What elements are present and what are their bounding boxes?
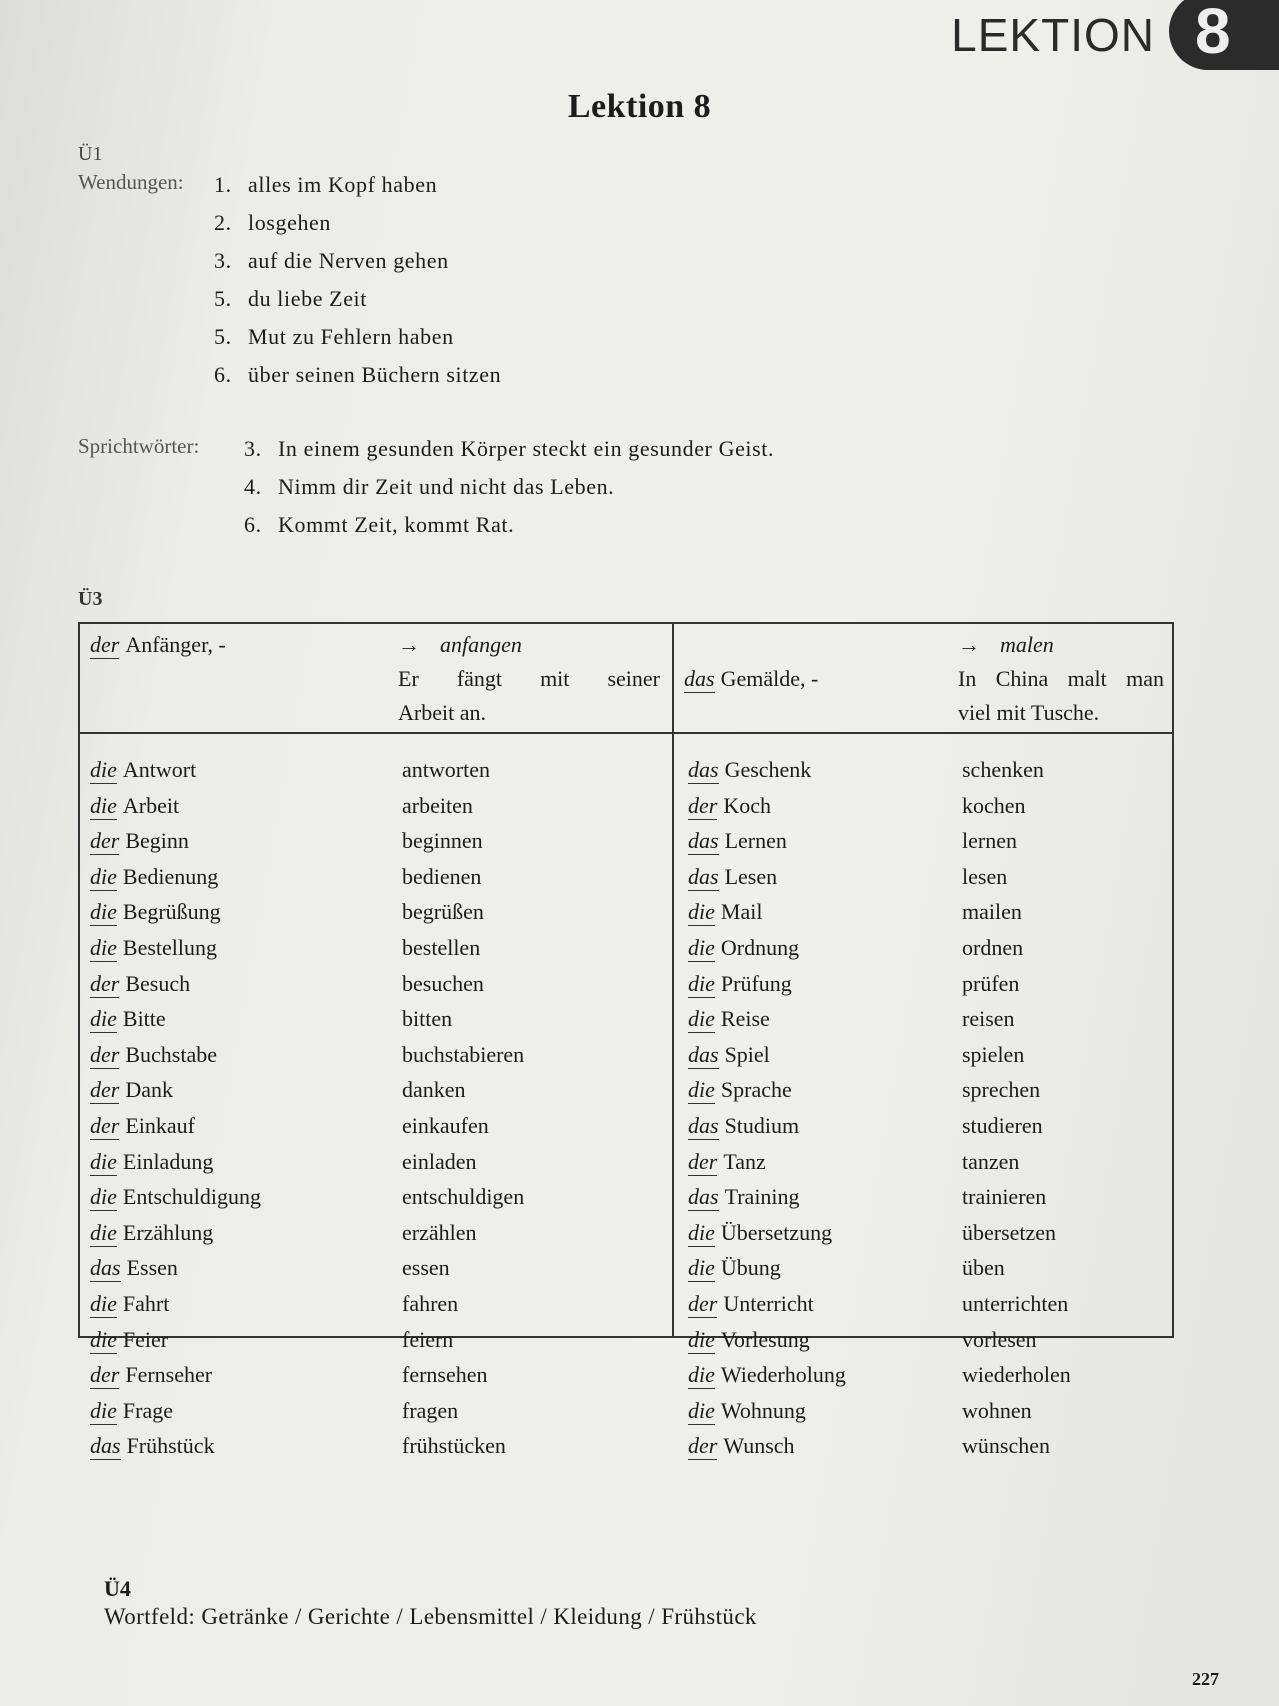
article: die [688, 1362, 715, 1388]
verb-entry: vorlesen [962, 1326, 1037, 1352]
sprichwoerter-item-text: In einem gesunden Körper steckt ein gesunder Geist. [278, 436, 775, 461]
wendungen-item-number: 2. [214, 210, 232, 235]
article: die [688, 1397, 715, 1423]
noun-entry [90, 1250, 261, 1286]
right-verb-column [962, 752, 1071, 1464]
section-label-u3: Ü3 [78, 588, 103, 610]
noun: Training [724, 1184, 800, 1210]
noun: Buchstabe [125, 1041, 217, 1067]
article: die [90, 1184, 117, 1210]
article: die [688, 1077, 715, 1103]
article: die [688, 934, 715, 960]
sprichwoerter-list [244, 430, 774, 544]
noun-entry [90, 1072, 261, 1108]
verb-entry: entschuldigen [402, 1184, 525, 1210]
wendungen-item-text: über seinen Büchern sitzen [248, 362, 502, 387]
noun: Tanz [723, 1148, 766, 1174]
verb-entry: mailen [962, 899, 1022, 925]
noun: Frage [122, 1397, 173, 1423]
word-family-table [78, 622, 1174, 1459]
noun-entry [90, 1357, 261, 1393]
verb-entry: bitten [402, 1006, 453, 1032]
verb-entry: wünschen [962, 1433, 1050, 1459]
wendungen-item [214, 318, 501, 356]
noun: Bedienung [122, 863, 219, 889]
article: das [688, 1112, 719, 1138]
verb-entry: buchstabieren [402, 1041, 525, 1067]
article: der [90, 1362, 120, 1388]
noun-entry [688, 1072, 846, 1108]
verb-entry: studieren [962, 1112, 1043, 1138]
verb-entry: essen [402, 1255, 450, 1281]
noun-entry [90, 1215, 261, 1251]
noun: Prüfung [720, 970, 792, 996]
table-column-divider [672, 624, 674, 1336]
verb-entry: frühstücken [402, 1433, 506, 1459]
section-label-u4: Ü4 [104, 1576, 131, 1601]
article: die [90, 792, 117, 818]
article: das [688, 863, 719, 889]
verb-entry: wiederholen [962, 1362, 1071, 1388]
verb-entry: reisen [962, 1006, 1015, 1032]
article: die [688, 1326, 715, 1352]
article: die [90, 1006, 117, 1032]
article: die [90, 1397, 117, 1423]
article: das [90, 1255, 121, 1281]
article: der [688, 792, 718, 818]
noun-entry [688, 1286, 846, 1322]
noun: Fernseher [125, 1362, 213, 1388]
noun-entry [90, 788, 261, 824]
wortfeld-text: Getränke / Gerichte / Lebensmittel / Kleidung / Frühstück [201, 1604, 757, 1629]
verb-entry: begrüßen [402, 899, 484, 925]
left-verb-column [402, 752, 524, 1464]
article: die [90, 1326, 117, 1352]
wendungen-item-text: du liebe Zeit [248, 286, 367, 311]
noun-entry [688, 1250, 846, 1286]
noun-entry [688, 823, 846, 859]
noun-entry [688, 1144, 846, 1180]
page-title: Lektion 8 [567, 88, 712, 125]
noun-entry [90, 859, 261, 895]
noun: Begrüßung [122, 899, 221, 925]
noun: Reise [720, 1006, 770, 1032]
noun: Wohnung [720, 1397, 806, 1423]
noun: Entschuldigung [122, 1184, 261, 1210]
noun-entry [688, 1108, 846, 1144]
noun: Essen [126, 1255, 178, 1281]
noun-entry [90, 1001, 261, 1037]
wendungen-item [214, 356, 501, 394]
noun: Übung [720, 1255, 781, 1281]
noun-entry [688, 1037, 846, 1073]
sprichwoerter-item-text: Kommt Zeit, kommt Rat. [278, 512, 515, 537]
wortfeld-label: Wortfeld: [104, 1604, 196, 1629]
article: der [688, 1433, 718, 1459]
article: das [688, 1184, 719, 1210]
verb-entry: arbeiten [402, 792, 473, 818]
noun-entry [90, 930, 261, 966]
verb-entry: bedienen [402, 863, 482, 889]
wendungen-item-number: 5. [214, 324, 232, 349]
noun-entry [688, 859, 846, 895]
verb-entry: fernsehen [402, 1362, 488, 1388]
verb-entry: lernen [962, 828, 1017, 854]
noun-entry [90, 966, 261, 1002]
noun-entry [90, 1322, 261, 1358]
sprichwoerter-item-number: 6. [244, 512, 262, 537]
noun: Ordnung [720, 934, 800, 960]
noun-entry [90, 1428, 261, 1464]
noun-entry [688, 1428, 846, 1464]
noun: Arbeit [122, 792, 180, 818]
wendungen-item [214, 166, 501, 204]
noun-entry [688, 1215, 846, 1251]
noun-entry [688, 788, 846, 824]
noun: Wiederholung [720, 1362, 846, 1388]
verb-entry: kochen [962, 792, 1026, 818]
noun: Bitte [122, 1006, 166, 1032]
example-left-sentence-2: Arbeit an. [398, 700, 486, 725]
verb-entry: ordnen [962, 934, 1024, 960]
wendungen-label: Wendungen: [78, 170, 184, 194]
left-noun-column [90, 752, 261, 1464]
verb-entry: lesen [962, 863, 1008, 889]
wendungen-item-number: 1. [214, 172, 232, 197]
article: die [688, 970, 715, 996]
article: der [688, 1290, 718, 1316]
section-label-u1: Ü1 [78, 143, 103, 165]
noun-entry [90, 1108, 261, 1144]
article: der [90, 1041, 120, 1067]
noun: Antwort [122, 757, 197, 782]
article: der [90, 828, 120, 854]
verb-entry: trainieren [962, 1184, 1047, 1210]
noun: Feier [122, 1326, 169, 1352]
example-right-sentence-2: viel mit Tusche. [958, 700, 1100, 725]
noun: Beginn [125, 828, 189, 854]
article: die [688, 1219, 715, 1245]
verb-entry: spielen [962, 1041, 1025, 1067]
noun-entry [90, 823, 261, 859]
noun: Lernen [724, 828, 787, 854]
noun-entry [688, 752, 846, 788]
lektion-number-badge: 8 [1169, 0, 1279, 70]
verb-entry: danken [402, 1077, 466, 1103]
verb-entry: einkaufen [402, 1112, 489, 1138]
example-left-sentence-1: Er fängt mit seiner [398, 666, 660, 691]
verb-entry: tanzen [962, 1148, 1020, 1174]
wendungen-item-text: alles im Kopf haben [248, 172, 438, 197]
noun: Einkauf [125, 1112, 195, 1138]
wendungen-item-number: 5. [214, 286, 232, 311]
noun-entry [688, 1322, 846, 1358]
noun: Dank [125, 1077, 173, 1103]
noun-entry [90, 752, 261, 788]
noun: Mail [720, 899, 763, 925]
article: das [688, 757, 719, 782]
wendungen-item-number: 3. [214, 248, 232, 273]
wendungen-list [214, 166, 501, 394]
verb-entry: fahren [402, 1290, 459, 1316]
article: die [90, 934, 117, 960]
article: die [90, 1148, 117, 1174]
noun: Unterricht [723, 1290, 814, 1316]
noun-entry [688, 894, 846, 930]
verb-entry: unterrichten [962, 1290, 1069, 1316]
noun-entry [688, 1179, 846, 1215]
page-number: 227 [1192, 1669, 1219, 1689]
sprichwoerter-item-number: 4. [244, 474, 262, 499]
wortfeld-line [104, 1604, 757, 1630]
noun-entry [90, 1144, 261, 1180]
noun: Bestellung [122, 934, 217, 960]
verb-entry: beginnen [402, 828, 483, 854]
sprichwoerter-label: Sprichtwörter: [78, 434, 200, 458]
noun: Geschenk [724, 757, 812, 782]
sprichwoerter-item-text: Nimm dir Zeit und nicht das Leben. [278, 474, 615, 499]
noun-entry [688, 1393, 846, 1429]
noun: Vorlesung [720, 1326, 810, 1352]
noun-entry [90, 1286, 261, 1322]
article: die [90, 899, 117, 925]
wendungen-item-text: losgehen [248, 210, 332, 235]
verb-entry: üben [962, 1255, 1005, 1281]
noun: Frühstück [126, 1433, 215, 1459]
sprichwoerter-item [244, 468, 774, 506]
wendungen-item [214, 204, 501, 242]
verb-entry: erzählen [402, 1219, 477, 1245]
example-left-noun: der Anfänger, - [90, 632, 226, 657]
article: die [90, 757, 117, 782]
article: das [688, 828, 719, 854]
noun: Studium [724, 1112, 800, 1138]
verb-entry: prüfen [962, 970, 1020, 996]
example-right-noun: das Gemälde, - [684, 666, 819, 691]
sprichwoerter-item [244, 430, 774, 468]
noun-entry [688, 930, 846, 966]
noun-entry [90, 894, 261, 930]
article: das [688, 1041, 719, 1067]
verb-entry: antworten [402, 757, 490, 782]
verb-entry: einladen [402, 1148, 477, 1174]
article: die [688, 1255, 715, 1281]
noun-entry [688, 966, 846, 1002]
noun: Sprache [720, 1077, 792, 1103]
noun: Wunsch [723, 1433, 795, 1459]
noun: Erzählung [122, 1219, 214, 1245]
article: der [688, 1148, 718, 1174]
verb-entry: besuchen [402, 970, 484, 996]
example-left-verb: → anfangen Er fängt mit seiner Arbeit an. [398, 632, 660, 725]
noun-entry [90, 1393, 261, 1429]
verb-entry: feiern [402, 1326, 454, 1352]
sprichwoerter-item [244, 506, 774, 544]
article: die [90, 1290, 117, 1316]
noun-entry [90, 1179, 261, 1215]
wendungen-item-number: 6. [214, 362, 232, 387]
verb-entry: sprechen [962, 1077, 1041, 1103]
example-right-sentence-1: In China malt man [958, 666, 1164, 691]
sprichwoerter-item-number: 3. [244, 436, 262, 461]
wendungen-item-text: Mut zu Fehlern haben [248, 324, 454, 349]
example-right-verb: → malen In China malt man viel mit Tusche. [958, 632, 1164, 725]
noun: Einladung [122, 1148, 214, 1174]
noun-entry [90, 1037, 261, 1073]
noun-entry [688, 1357, 846, 1393]
right-noun-column [688, 752, 846, 1464]
article: der [90, 970, 120, 996]
wendungen-item [214, 242, 501, 280]
article: der [90, 1077, 120, 1103]
noun: Besuch [125, 970, 191, 996]
noun: Übersetzung [720, 1219, 833, 1245]
article: die [688, 899, 715, 925]
noun: Koch [723, 792, 771, 818]
noun: Fahrt [122, 1290, 170, 1316]
lektion-word: LEKTION [951, 9, 1155, 61]
verb-entry: wohnen [962, 1397, 1032, 1423]
article: der [90, 1112, 120, 1138]
table-header-divider [80, 732, 1172, 734]
wendungen-item [214, 280, 501, 318]
lektion-banner [951, 0, 1279, 70]
verb-entry: schenken [962, 757, 1044, 782]
noun: Lesen [724, 863, 778, 889]
article: die [90, 863, 117, 889]
article: das [90, 1433, 121, 1459]
noun-entry [688, 1001, 846, 1037]
article: die [688, 1006, 715, 1032]
noun: Spiel [724, 1041, 770, 1067]
verb-entry: bestellen [402, 934, 481, 960]
verb-entry: übersetzen [962, 1219, 1057, 1245]
article: die [90, 1219, 117, 1245]
wendungen-item-text: auf die Nerven gehen [248, 248, 449, 273]
verb-entry: fragen [402, 1397, 459, 1423]
